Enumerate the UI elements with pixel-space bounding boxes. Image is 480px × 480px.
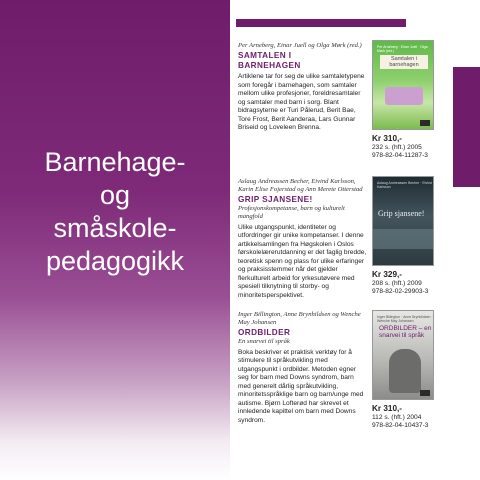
cover-authors: Inger Billington · Anne Brynhildsen · Wenche May Johansen	[377, 315, 433, 323]
section-title-line: Barnehage-	[44, 147, 186, 177]
section-title-line: pedagogikk	[45, 246, 185, 276]
cover-illustration	[373, 229, 434, 249]
right-edge-tab	[453, 67, 480, 187]
book-description: Boka beskriver et praktisk verktøy for å stimulere til språkutvikling med utgangspunkt i ordbilder. Metoden egner seg for barn med Downs syndrom, barn med generelt dårlig språkutvikling, minoritetsspråklige barn og barn/unge med autisme. Bjørn Lofterød har skrevet et innledende kapittel om barn med Downs syndrom.	[238, 348, 364, 424]
cover-title: Grip sjansene!	[378, 209, 425, 218]
cover-title: ORDBILDER – en snarvei til språk	[379, 325, 432, 339]
cover-title: Samtalen i barnehagen	[380, 55, 428, 69]
book-title-line: SAMTALEN I	[238, 51, 292, 61]
book-price: Kr 310,-	[372, 134, 403, 143]
book-subtitle: Profesjonskompetanse, barn og kulturelt mangfold	[238, 204, 345, 220]
publisher-logo	[420, 390, 430, 396]
book-subtitle: En snarvei til språk	[238, 337, 290, 345]
price-block	[372, 404, 452, 430]
book-isbn: 978-82-02-29903-3	[372, 288, 429, 295]
book-title	[238, 328, 368, 337]
book-title-line: ORDBILDER	[238, 328, 291, 338]
left-color-panel	[0, 0, 230, 480]
book-title	[238, 51, 368, 70]
book-entry	[238, 178, 368, 300]
book-price: Kr 310,-	[372, 404, 403, 413]
cover-illustration	[389, 349, 421, 393]
book-details: 208 s. (hft.) 2009	[372, 280, 422, 287]
price-block	[372, 270, 452, 296]
book-authors: Aslaug Andreassen Becher, Eivind Karlsson, Karin Elise Fojerstad og Ann Merete Otterstad	[238, 178, 363, 194]
book-price: Kr 329,-	[372, 270, 403, 279]
publisher-logo	[420, 120, 430, 126]
cover-illustration	[385, 87, 423, 105]
book-description: Ulike utgangspunkt, identiteter og utfordringer gir unike kompetanser. I denne artikkelsamlingen fra Høgskolen i Oslos førskolelærerutdanning er det faglig bredde, teoretisk spenn og plass for ulike erfaringer og praksisstemmer når det gjelder flerkulturelt arbeid for yrkesutøvere med spesiell tilknytning til storby- og minoritetsperspektivet.	[238, 223, 367, 299]
book-authors: Per Arneberg, Einar Juell og Olga Mørk (red.)	[238, 42, 362, 49]
book-details: 232 s. (hft.) 2005	[372, 144, 422, 151]
book-cover	[372, 40, 434, 130]
book-cover	[372, 176, 434, 266]
top-accent-bar	[236, 19, 406, 27]
cover-authors: Aslaug Andreassen Becher · Eivind Karlsson	[377, 181, 432, 189]
book-isbn: 978-82-04-10437-3	[372, 422, 429, 429]
book-entry	[238, 311, 368, 425]
cover-authors: Per Arneberg · Einar Juell · Olga Mørk (red.)	[377, 45, 428, 53]
book-details: 112 s. (hft.) 2004	[372, 414, 422, 421]
section-title-line: og	[99, 180, 131, 210]
book-title	[238, 195, 368, 204]
book-entry	[238, 42, 368, 133]
book-isbn: 978-82-04-11287-3	[372, 152, 428, 159]
section-title	[0, 146, 230, 278]
book-description: Artiklene tar for seg de ulike samtaletypene som foregår i barnehagen, som samtaler mellom ulike profesjoner, foreldresamtaler og samtaler med barn i sorg. Blant bidragsyterne er Turi Pålerud, Berit Bae, Tore Frost, Berit Aanderaa, Lars Gunnar Briseid og Loveleen Brenna.	[238, 73, 365, 132]
book-title-line: BARNEHAGEN	[238, 60, 301, 70]
price-block	[372, 134, 452, 160]
book-cover	[372, 310, 434, 400]
book-title-line: GRIP SJANSENE!	[238, 195, 313, 205]
section-title-line: småskole-	[53, 213, 177, 243]
book-authors: Inger Billington, Anne Brynhildsen og Wenche May Johansen	[238, 311, 361, 327]
